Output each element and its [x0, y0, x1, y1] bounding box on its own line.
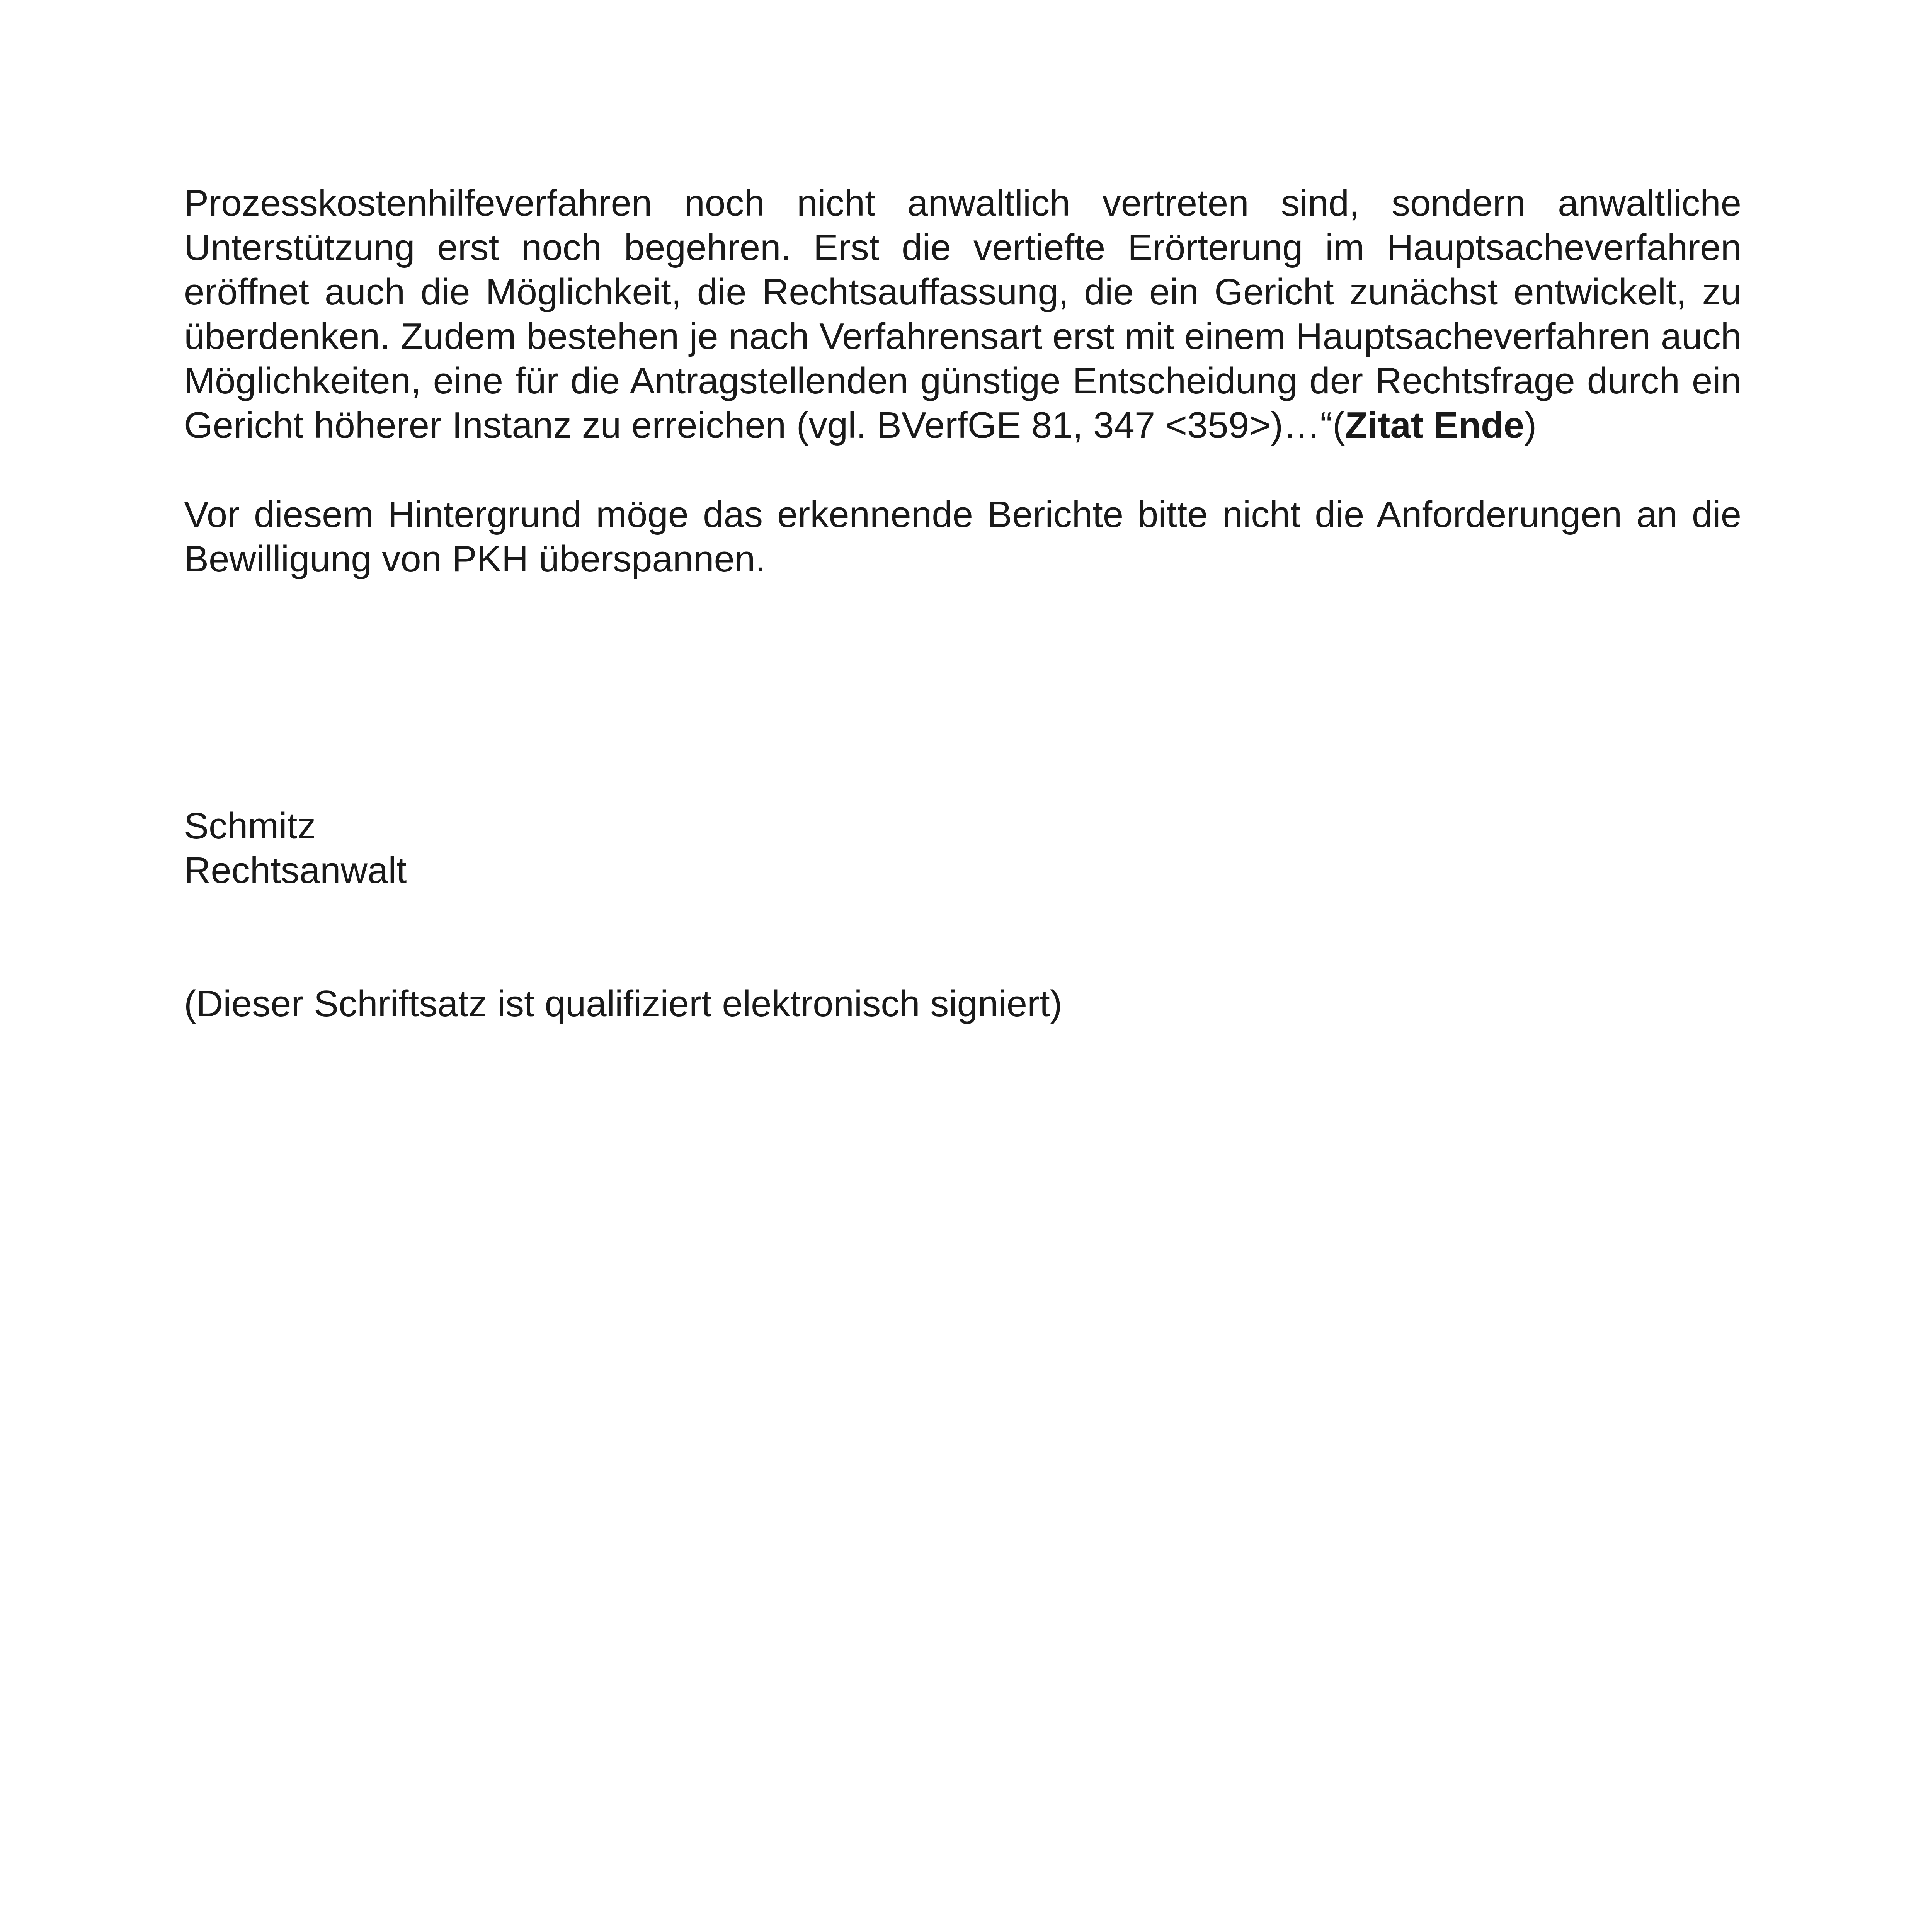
paragraph-request: Vor diesem Hintergrund möge das erkennende Berichte bitte nicht die Anforderungen an die Bewilligung von PKH überspannen. — [184, 494, 1741, 580]
signature-block — [184, 804, 1741, 893]
paragraph-quote-text: Prozesskostenhilfeverfahren noch nicht anwaltlich vertreten sind, sondern anwaltliche Unterstützung erst noch begehren. Erst die vertiefte Erörterung im Hauptsacheverfahren eröffnet auch die Möglichkeit, die Rechtsauffassung, die ein Gericht zunächst entwickelt, zu überdenken. Zudem bestehen je nach Verfahrensart erst mit einem Hauptsacheverfahren auch Möglichkeiten, eine für die Antragstellenden günstige Entscheidung der Rechtsfrage durch ein Gericht höherer Instanz zu erreichen (vgl. BVerfGE 81, 347 <359>)…“( — [184, 182, 1741, 446]
signature-title: Rechtsanwalt — [184, 850, 407, 891]
electronic-signature-note: (Dieser Schriftsatz ist qualifiziert elektronisch signiert) — [184, 983, 1062, 1024]
paragraph-quote-close: ) — [1524, 405, 1537, 446]
paragraph-quote-continuation — [184, 181, 1741, 447]
quote-end-label: Zitat Ende — [1345, 405, 1525, 446]
signature-name: Schmitz — [184, 805, 316, 847]
